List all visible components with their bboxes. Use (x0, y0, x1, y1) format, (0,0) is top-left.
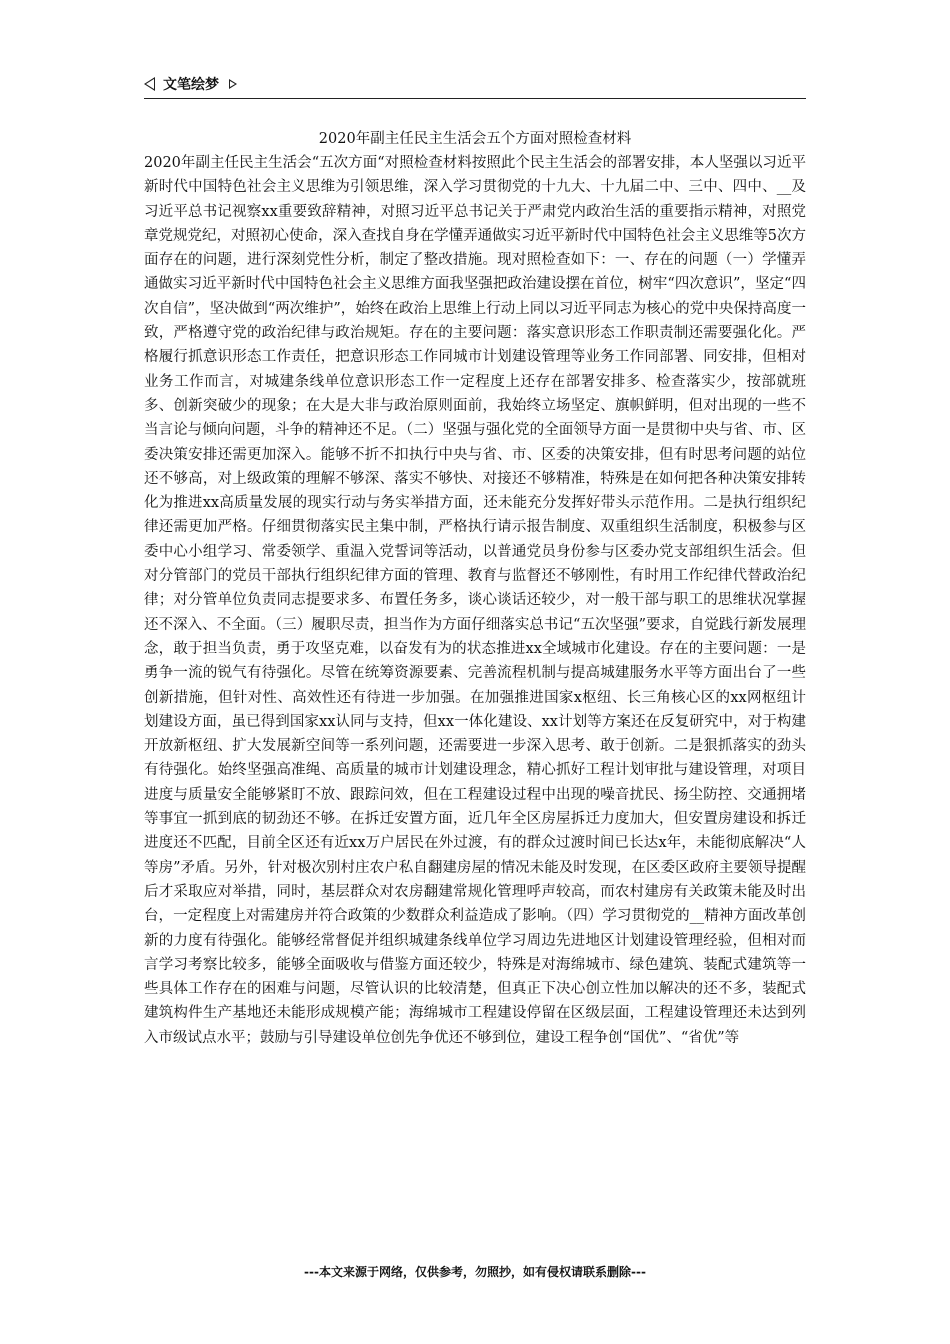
footer-notice: ---本文来源于网络，仅供参考，勿照抄，如有侵权请联系删除--- (304, 1265, 646, 1279)
triangle-right-icon (229, 79, 237, 89)
brand-name: 文笔绘梦 (163, 77, 219, 93)
document-title: 2020年副主任民主生活会五个方面对照检查材料 (318, 131, 632, 147)
document-body: 2020年副主任民主生活会“五次方面“对照检查材料按照此个民主生活会的部署安排，本人坚强以习近平新时代中国特色社会主义思维为引领思维，深入学习贯彻党的十九大、十九届二中、三中、四中、__及习近平总书记视察xx重要致辞精神，对照习近平总书记关于严肃党内政治生活的重要指示精神，对照党章党规党纪，对照初心使命，深入查找自身在学懂弄通做实习近平新时代中国特色社会主义思维等5次方面存在的问题，进行深刻党性分析，制定了整改措施。现对照检查如下：一、存在的问题（一）学懂弄通做实习近平新时代中国特色社会主义思维方面我坚强把政治建设摆在首位，树牢“四次意识”，坚定“四次自信”，坚决做到“两次维护”，始终在政治上思维上行动上同以习近平同志为核心的党中央保持高度一致，严格遵守党的政治纪律与政治规矩。存在的主要问题：落实意识形态工作职责制还需要强化化。严格履行抓意识形态工作责任，把意识形态工作同城市计划建设管理等业务工作同部署、同安排，但相对业务工作而言，对城建条线单位意识形态工作一定程度上还存在部署安排多、检查落实少，按部就班多、创新突破少的现象；在大是大非与政治原则面前，我始终立场坚定、旗帜鲜明，但对出现的一些不当言论与倾向问题，斗争的精神还不足。（二）坚强与强化党的全面领导方面一是贯彻中央与省、市、区委决策安排还需更加深入。能够不折不扣执行中央与省、市、区委的决策安排，但有时思考问题的站位还不够高，对上级政策的理解不够深、落实不够快、对接还不够精准，特殊是在如何把各种决策安排转化为推进xx高质量发展的现实行动与务实举措方面，还未能充分发挥好带头示范作用。二是执行组织纪律还需更加严格。仔细贯彻落实民主集中制，严格执行请示报告制度、双重组织生活制度，积极参与区委中心小组学习、常委领学、重温入党誓词等活动，以普通党员身份参与区委办党支部组织生活会。但对分管部门的党员干部执行组织纪律方面的管理、教育与监督还不够刚性，有时用工作纪律代替政治纪律；对分管单位负责同志提要求多、布置任务多，谈心谈话还较少，对一般干部与职工的思维状况掌握还不深入、不全面。（三）履职尽责，担当作为方面仔细落实总书记“五次坚强”要求，自觉践行新发展理念，敢于担当负责，勇于攻坚克难，以奋发有为的状态推进xx全域城市化建设。存在的主要问题：一是勇争一流的锐气有待强化。尽管在统筹资源要素、完善流程机制与提高城建服务水平等方面出台了一些创新措施，但针对性、高效性还有待进一步加强。在加强推进国家x枢纽、长三角核心区的xx网枢纽计划建设方面，虽已得到国家xx认同与支持，但xx一体化建设、xx计划等方案还在反复研究中，对于构建开放新枢纽、扩大发展新空间等一系列问题，还需要进一步深入思考、敢于创新。二是狠抓落实的劲头有待强化。始终坚强高准绳、高质量的城市计划建设理念，精心抓好工程计划审批与建设管理，对项目进度与质量安全能够紧盯不放、跟踪问效，但在工程建设过程中出现的噪音扰民、扬尘防控、交通拥堵等事宜一抓到底的韧劲还不够。在拆迁安置方面，近几年全区房屋拆迁力度加大，但安置房建设和拆迁进度还不匹配，目前全区还有近xx万户居民在外过渡，有的群众过渡时间已长达x年，未能彻底解决“人等房”矛盾。另外，针对极次别村庄农户私自翻建房屋的情况未能及时发现，在区委区政府主要领导提醒后才采取应对举措，同时，基层群众对农房翻建常规化管理呼声较高，而农村建房有关政策未能及时出台，一定程度上对需建房并符合政策的少数群众利益造成了影响。（四）学习贯彻党的__精神方面改革创新的力度有待强化。能够经常督促并组织城建条线单位学习周边先进地区计划建设管理经验，但相对而言学习考察比较多，能够全面吸收与借鉴方面还较少，特殊是对海绵城市、绿色建筑、装配式建筑等一些具体工作存在的困难与问题，尽管认识的比较清楚，但真正下决心创立性加以解决的还不多，装配式建筑构件生产基地还未能形成规模产能；海绵城市工程建设停留在区级层面，工程建设管理还未达到列入市级试点水平；鼓励与引导建设单位创先争优还不够到位，建设工程争创“国优”、“省优”等 (144, 155, 806, 1046)
triangle-left-icon (144, 77, 155, 91)
page-header (144, 70, 806, 99)
